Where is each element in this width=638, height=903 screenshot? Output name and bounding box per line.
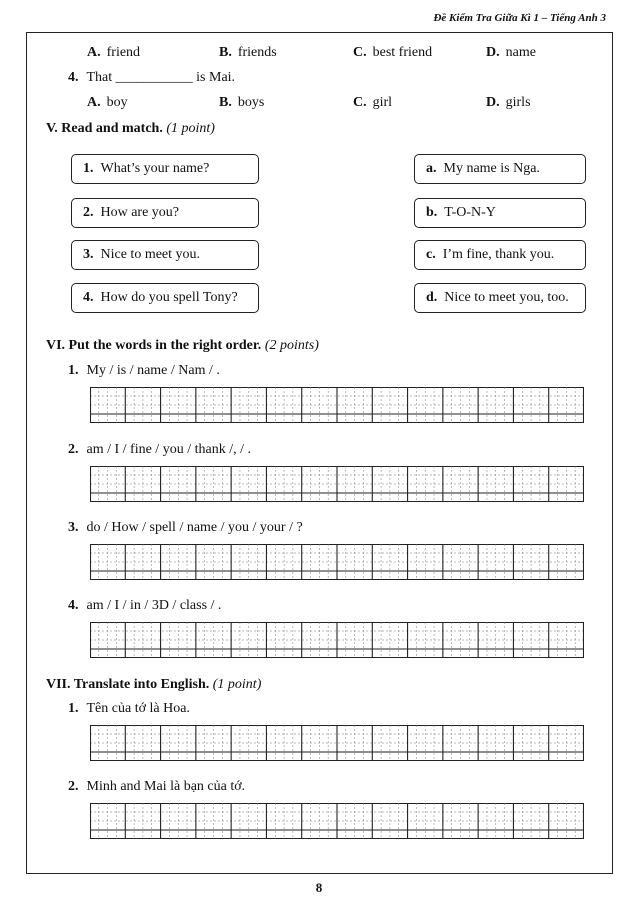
match-right-b: b. T-O-N-Y <box>414 198 586 228</box>
q3-option-c: C. best friend <box>353 45 433 60</box>
writing-grid-translate-1[interactable] <box>90 725 584 761</box>
order-item-2: 2. am / I / fine / you / thank /, / . <box>68 442 251 457</box>
writing-grid-order-3[interactable] <box>90 544 584 580</box>
q4-option-b: B. boys <box>219 95 265 110</box>
q3-option-b: B. friends <box>219 45 277 60</box>
writing-grid-order-4[interactable] <box>90 622 584 658</box>
order-item-4: 4. am / I / in / 3D / class / . <box>68 598 222 613</box>
q4-option-d: D. girls <box>486 95 531 110</box>
writing-grid-order-1[interactable] <box>90 387 584 423</box>
section-5-title: V. Read and match. (1 point) <box>46 121 215 136</box>
match-right-d: d. Nice to meet you, too. <box>414 283 586 313</box>
translate-item-2: 2. Minh and Mai là bạn của tớ. <box>68 779 246 794</box>
order-item-3: 3. do / How / spell / name / you / your / ? <box>68 520 303 535</box>
q4-option-c: C. girl <box>353 95 393 110</box>
question-4: 4. That ___________ is Mai. <box>68 70 236 85</box>
q3-option-a: A. friend <box>87 45 141 60</box>
translate-item-1: 1. Tên của tớ là Hoa. <box>68 701 190 716</box>
page-header: Đề Kiểm Tra Giữa Kì 1 – Tiếng Anh 3 <box>433 12 606 24</box>
section-6-title: VI. Put the words in the right order. (2 points) <box>46 338 319 353</box>
match-left-3: 3. Nice to meet you. <box>71 240 259 270</box>
q4-option-a: A. boy <box>87 95 128 110</box>
writing-grid-translate-2[interactable] <box>90 803 584 839</box>
page-number: 8 <box>315 880 323 895</box>
section-7-title: VII. Translate into English. (1 point) <box>46 677 262 692</box>
writing-grid-order-2[interactable] <box>90 466 584 502</box>
match-right-c: c. I’m fine, thank you. <box>414 240 586 270</box>
match-left-1: 1. What’s your name? <box>71 154 259 184</box>
match-left-2: 2. How are you? <box>71 198 259 228</box>
match-left-4: 4. How do you spell Tony? <box>71 283 259 313</box>
match-right-a: a. My name is Nga. <box>414 154 586 184</box>
order-item-1: 1. My / is / name / Nam / . <box>68 363 220 378</box>
q3-option-d: D. name <box>486 45 536 60</box>
